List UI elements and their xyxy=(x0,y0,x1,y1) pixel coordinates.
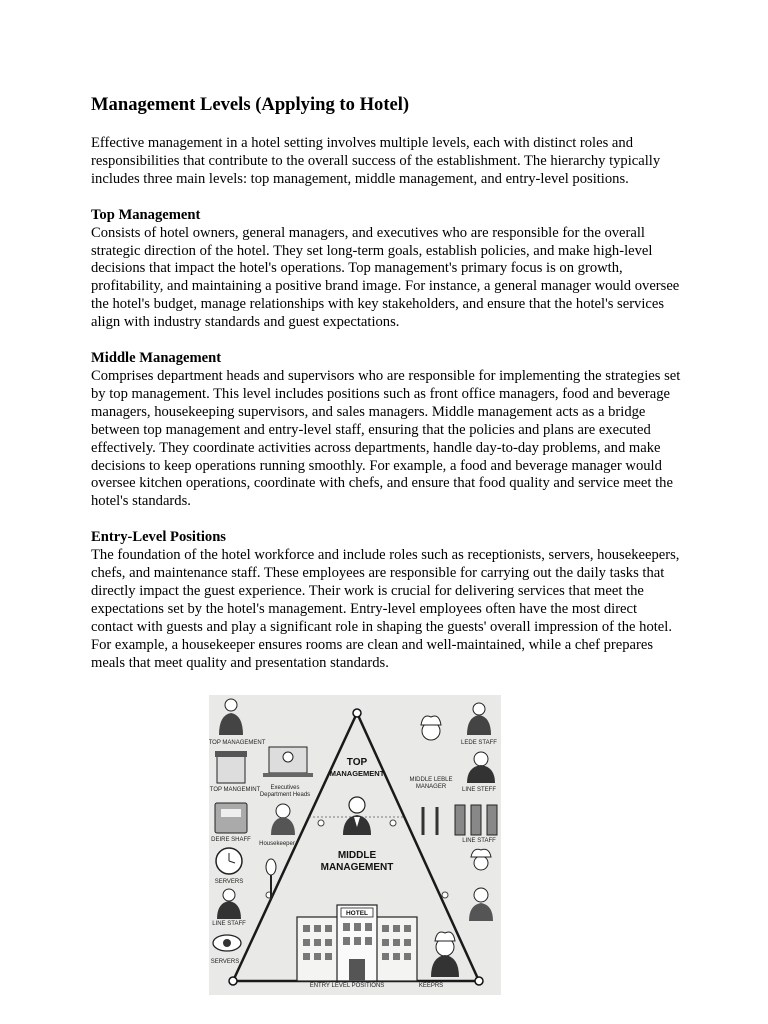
server-person-icon xyxy=(217,889,241,919)
pyramid-middle-label-2: MANAGEMENT xyxy=(320,862,394,873)
left-label: LINE STAFF xyxy=(212,921,246,927)
center-label: Department Heads xyxy=(259,792,311,798)
center-label: Executives xyxy=(270,785,300,791)
center-label: MIDDLE LEBLE xyxy=(409,777,453,783)
section-body: The foundation of the hotel workforce and include roles such as receptionists, servers, housekeepers, chefs, and maintenance staff. These employees are responsible for carrying out the daily tasks that directly impact the guest experience. Their work is crucial for delivering services that meet the expectations set by the hotel's management. Entry-level employees often have the most direct contact with guests and play a significant role in shaping the guests' overall impression of the hotel. For example, a housekeeper ensures rooms are clean and well-maintained, while a chef prepares meals that meet quality and presentation standards. xyxy=(91,547,680,671)
section-middle-management xyxy=(91,350,681,511)
pyramid-top-label-2: MANAGEMENT xyxy=(329,769,385,778)
section-entry-level xyxy=(91,529,681,672)
storefront-icon xyxy=(215,751,247,783)
right-label: LINE STAFF xyxy=(462,838,496,844)
section-heading: Entry-Level Positions xyxy=(91,529,226,546)
pyramid-middle-label-1: MIDDLE xyxy=(337,850,377,861)
left-label: SERVERS xyxy=(214,879,244,885)
left-person-icon xyxy=(219,699,243,735)
center-label: Housekeeper xyxy=(259,841,295,847)
chef-person-icon xyxy=(469,849,493,921)
hierarchy-illustration xyxy=(209,695,501,995)
document-page xyxy=(91,93,681,672)
hotel-sign: HOTEL xyxy=(345,910,369,917)
manager-icon xyxy=(343,797,371,835)
document-title: Management Levels (Applying to Hotel) xyxy=(91,94,410,115)
left-label: SERVERS xyxy=(210,959,240,965)
node-dot xyxy=(353,709,361,717)
left-label: TOP MANGEMINT xyxy=(209,787,261,793)
right-person-icon xyxy=(467,703,491,735)
intro-paragraph: Effective management in a hotel setting involves multiple levels, each with distinct roles and responsibilities that contribute to the overall success of the establishment. The hierarchy typically includes three main levels: top management, middle management, and entry-level positions. xyxy=(91,135,661,187)
section-heading: Middle Management xyxy=(91,350,222,367)
bottom-label: ENTRY LEVEL POSITIONS xyxy=(309,983,385,989)
housekeeper-icon xyxy=(271,804,295,835)
staff-icon xyxy=(467,752,495,783)
section-heading: Top Management xyxy=(91,206,201,223)
utensils-icon xyxy=(423,805,497,835)
pyramid-top-label-1: TOP xyxy=(346,757,368,768)
bottom-extra-label: KEEPRS xyxy=(418,983,444,989)
node-dot xyxy=(229,977,237,985)
laptop-icon xyxy=(263,747,313,777)
center-label: MANAGER xyxy=(415,784,447,790)
right-label: LEDE STAFF xyxy=(461,740,497,746)
section-body: Comprises department heads and supervisors who are responsible for implementing the strategies set by top management. This level includes positions such as front office managers, food and beverage managers, housekeeping supervisors, and sales managers. Middle management acts as a bridge between top management and entry-level staff, ensuring that the policies and plans are executed effectively. They coordinate activities across departments, handle day-to-day problems, and make decisions to keep operations running smoothly. For example, a food and beverage manager would oversee kitchen operations, coordinate with chefs, and ensure that food quality and service meet the hotel's standards. xyxy=(91,367,681,510)
clock-icon xyxy=(216,848,242,874)
chef-icon xyxy=(421,716,441,740)
section-top-management xyxy=(91,207,681,332)
right-label: LINE STEFF xyxy=(461,787,497,793)
left-label: TOP MANAGEMENT xyxy=(209,740,266,746)
cook-icon xyxy=(431,932,459,977)
left-label: DEIRE SHAFF xyxy=(211,837,251,843)
node-dot xyxy=(475,977,483,985)
register-icon xyxy=(215,803,247,833)
eye-icon xyxy=(213,935,241,951)
pyramid-diagram xyxy=(209,695,501,995)
section-body: Consists of hotel owners, general managers, and executives who are responsible for the overall strategic direction of the hotel. They set long-term goals, establish policies, and make high-level decisions that impact the hotel's operations. Top management's primary focus is on growth, profitability, and maintaining a positive brand image. For instance, a general manager would oversee the hotel's budget, manage relationships with key stakeholders, and ensure that the hotel's services align with industry standards and guest expectations. xyxy=(91,224,680,331)
